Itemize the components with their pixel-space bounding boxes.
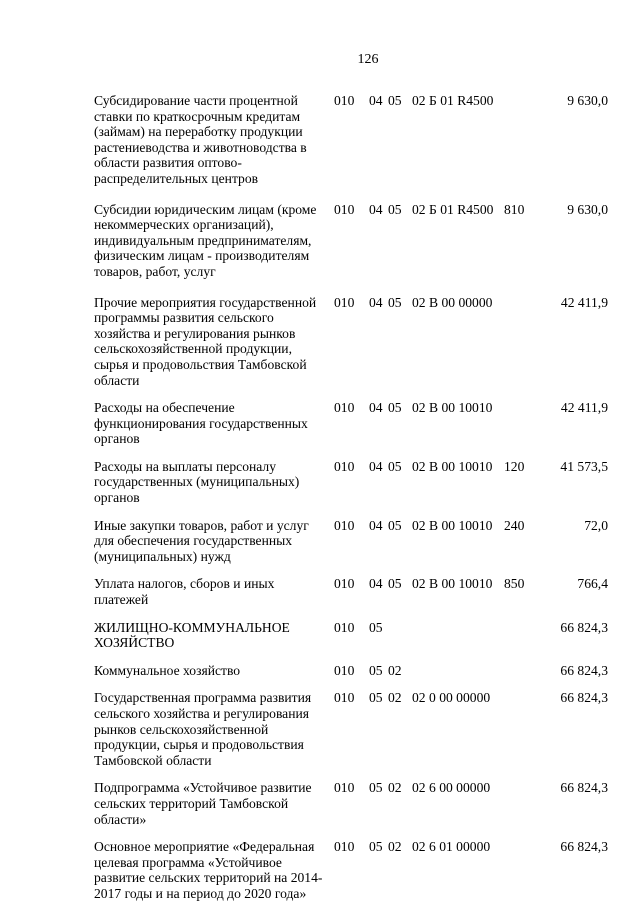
row-sum: 66 824,3 (560, 662, 608, 678)
table-row (94, 400, 614, 447)
row-grbs-code: 010 (334, 839, 355, 855)
row-grbs-code: 010 (334, 517, 355, 533)
row-section-code: 05 (369, 839, 383, 855)
row-name: Подпрограмма «Устойчивое развитие сельских территорий Тамбовской области» (94, 780, 312, 827)
table-row (94, 780, 614, 827)
row-subsection-code: 02 (388, 690, 402, 706)
row-grbs-code: 010 (334, 662, 355, 678)
budget-table (94, 93, 614, 902)
row-subsection-code: 05 (388, 458, 402, 474)
row-section-code: 04 (369, 400, 383, 416)
row-name: Коммунальное хозяйство (94, 662, 241, 678)
row-section-code: 04 (369, 201, 383, 217)
row-name: Иные закупки товаров, работ и услуг для обеспечения государственных (муниципальных) нужд (94, 517, 309, 564)
row-name: ЖИЛИЩНО-КОММУНАЛЬНОЕ ХОЗЯЙСТВО (94, 619, 290, 651)
row-sum: 66 824,3 (560, 839, 608, 855)
row-section-code: 05 (369, 690, 383, 706)
row-target-article-code: 02 6 00 00000 (412, 780, 491, 796)
table-row (94, 620, 614, 651)
row-target-article-code: 02 Б 01 R4500 (412, 93, 494, 108)
row-name: Уплата налогов, сборов и иных платежей (94, 576, 275, 608)
row-subsection-code: 05 (388, 201, 402, 217)
row-section-code: 04 (369, 93, 383, 108)
row-subsection-code: 05 (388, 517, 402, 533)
row-subsection-code: 05 (388, 294, 402, 310)
row-sum: 9 630,0 (567, 93, 608, 108)
row-grbs-code: 010 (334, 400, 355, 416)
row-sum: 41 573,5 (560, 458, 608, 474)
table-row (94, 93, 614, 187)
row-target-article-code: 02 В 00 00000 (412, 294, 493, 310)
row-subsection-code: 05 (388, 400, 402, 416)
row-name: Расходы на выплаты персоналу государственных (муниципальных) органов (94, 458, 300, 506)
row-target-article-code: 02 6 01 00000 (412, 839, 491, 855)
row-name: Основное мероприятие «Федеральная целевая программа «Устойчивое развитие сельских территорий на 2014-2017 годы и на период до 2020 года» (94, 839, 323, 901)
row-name: Расходы на обеспечение функционирования государственных органов (94, 400, 308, 447)
row-grbs-code: 010 (334, 201, 355, 217)
table-row (94, 459, 614, 506)
row-sum: 66 824,3 (560, 780, 608, 796)
row-section-code: 04 (369, 458, 383, 474)
table-row (94, 690, 614, 768)
row-grbs-code: 010 (334, 294, 355, 310)
row-subsection-code: 05 (388, 93, 402, 108)
table-row (94, 663, 614, 679)
row-sum: 66 824,3 (560, 690, 608, 706)
row-expense-type-code: 810 (504, 201, 525, 217)
row-subsection-code: 02 (388, 662, 402, 678)
row-expense-type-code: 240 (504, 517, 525, 533)
row-section-code: 04 (369, 517, 383, 533)
row-subsection-code: 02 (388, 780, 402, 796)
row-target-article-code: 02 0 00 00000 (412, 690, 491, 706)
table-row (94, 518, 614, 565)
row-sum: 9 630,0 (567, 201, 608, 217)
table-row (94, 202, 614, 280)
row-name: Субсидии юридическим лицам (кроме некоммерческих организаций), индивидуальным предпринимателям, физическим лицам - производителям товаров, работ, услуг (94, 201, 317, 279)
row-target-article-code: 02 Б 01 R4500 (412, 201, 494, 217)
row-sum: 72,0 (584, 517, 608, 533)
row-name: Прочие мероприятия государственной программы развития сельского хозяйства и регулирования рынков сельскохозяйственной продукции, сырья и продовольствия Тамбовской области (94, 294, 317, 388)
row-sum: 42 411,9 (560, 400, 608, 416)
row-section-code: 05 (369, 780, 383, 796)
row-grbs-code: 010 (334, 576, 355, 592)
row-section-code: 04 (369, 294, 383, 310)
row-name: Государственная программа развития сельского хозяйства и регулирования рынков сельскохозяйственной продукции, сырья и продовольствия Тамбовской области (94, 690, 312, 768)
table-row (94, 576, 614, 607)
row-grbs-code: 010 (334, 458, 355, 474)
page-number: 126 (357, 52, 379, 67)
row-sum: 766,4 (577, 576, 608, 592)
row-expense-type-code: 120 (504, 458, 525, 474)
row-grbs-code: 010 (334, 619, 355, 635)
row-target-article-code: 02 В 00 10010 (412, 517, 493, 533)
row-sum: 66 824,3 (560, 619, 608, 635)
row-grbs-code: 010 (334, 690, 355, 706)
table-row (94, 839, 614, 901)
row-section-code: 04 (369, 576, 383, 592)
row-name: Субсидирование части процентной ставки по краткосрочным кредитам (займам) на переработку продукции растениеводства и животноводства в области развития оптово-распределительных центров (94, 93, 307, 186)
row-grbs-code: 010 (334, 93, 355, 108)
row-grbs-code: 010 (334, 780, 355, 796)
row-expense-type-code: 850 (504, 576, 525, 592)
table-row (94, 295, 614, 389)
row-target-article-code: 02 В 00 10010 (412, 576, 493, 592)
row-target-article-code: 02 В 00 10010 (412, 400, 493, 416)
row-target-article-code: 02 В 00 10010 (412, 458, 493, 474)
row-subsection-code: 05 (388, 576, 402, 592)
row-subsection-code: 02 (388, 839, 402, 855)
row-section-code: 05 (369, 619, 383, 635)
row-section-code: 05 (369, 662, 383, 678)
row-sum: 42 411,9 (560, 294, 608, 310)
